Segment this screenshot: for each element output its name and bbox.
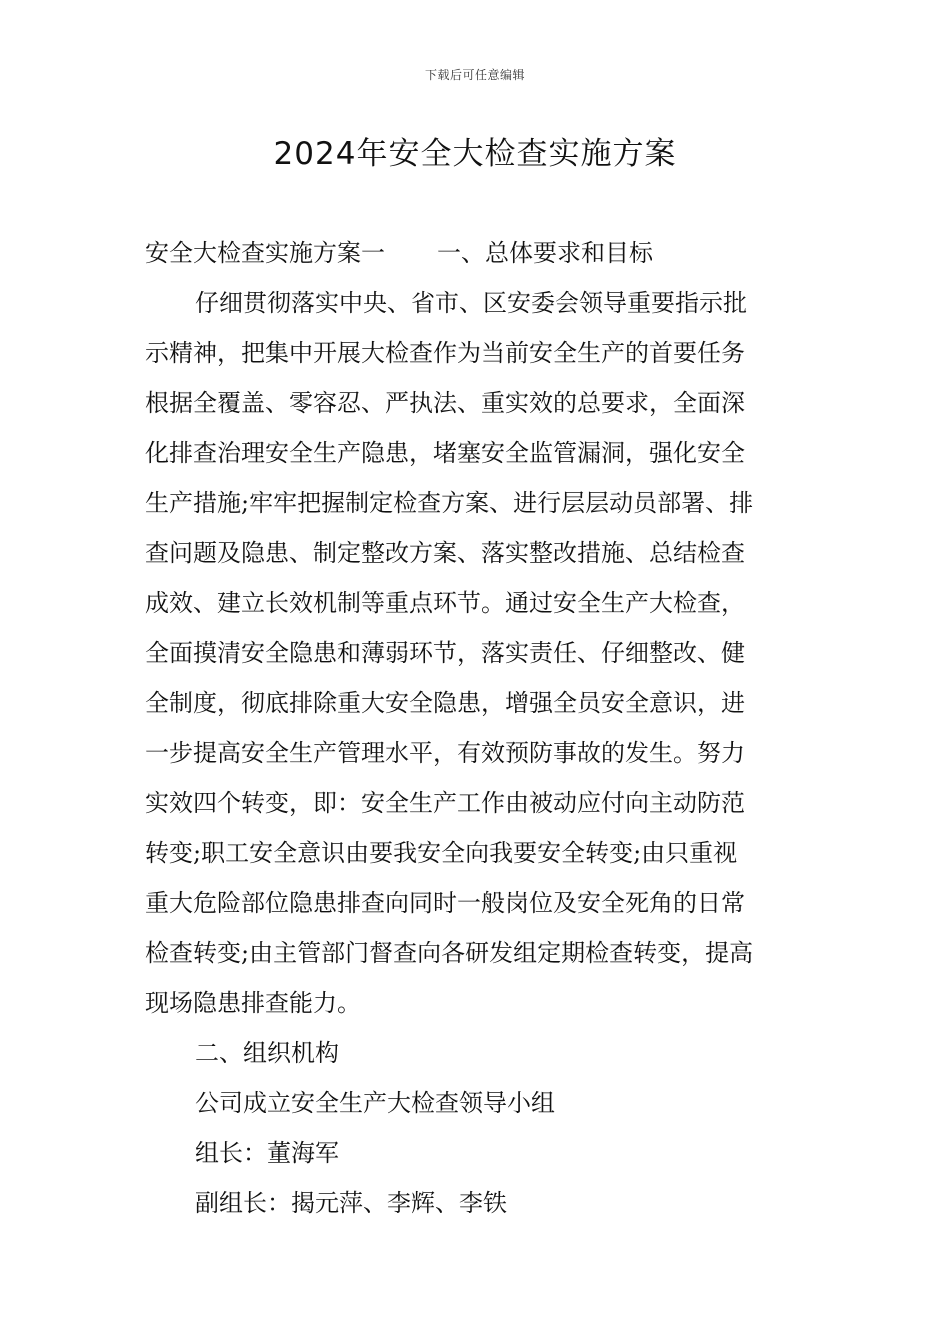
group-leader-line: 组长：董海军 (195, 1139, 339, 1167)
paragraph-line: 化排查治理安全生产隐患，堵塞安全监管漏洞，强化安全 (145, 439, 745, 467)
section-heading-2: 二、组织机构 (195, 1039, 339, 1067)
paragraph-line: 成效、建立长效机制等重点环节。通过安全生产大检查， (145, 589, 745, 617)
paragraph-line: 检查转变;由主管部门督查向各研发组定期检查转变，提高 (145, 939, 754, 967)
paragraph-line: 仔细贯彻落实中央、省市、区安委会领导重要指示批 (195, 289, 747, 317)
paragraph-line: 生产措施;牢牢把握制定检查方案、进行层层动员部署、排 (145, 489, 754, 517)
paragraph-line: 一步提高安全生产管理水平，有效预防事故的发生。努力 (145, 739, 745, 767)
doc-label: 安全大检查实施方案一 (145, 239, 385, 267)
paragraph-line: 实效四个转变，即：安全生产工作由被动应付向主动防范 (145, 789, 745, 817)
paragraph-line: 全制度，彻底排除重大安全隐患，增强全员安全意识，进 (145, 689, 745, 717)
paragraph-line: 查问题及隐患、制定整改方案、落实整改措施、总结检查 (145, 539, 745, 567)
section-2 (145, 1028, 810, 1228)
paragraph-line: 示精神，把集中开展大检查作为当前安全生产的首要任务 (145, 339, 745, 367)
leadership-group-line: 公司成立安全生产大检查领导小组 (195, 1089, 555, 1117)
deputy-leader-line: 副组长：揭元萍、李辉、李铁 (195, 1189, 507, 1217)
header-note: 下载后可任意编辑 (424, 68, 525, 82)
paragraph-line: 重大危险部位隐患排查向同时一般岗位及安全死角的日常 (145, 889, 745, 917)
paragraph-line: 转变;职工安全意识由要我安全向我要安全转变;由只重视 (145, 839, 738, 867)
section-heading-1: 一、总体要求和目标 (437, 239, 653, 267)
paragraph-line: 根据全覆盖、零容忍、严执法、重实效的总要求，全面深 (145, 389, 745, 417)
intro-line (145, 228, 810, 278)
paragraph-line: 现场隐患排查能力。 (145, 989, 361, 1017)
document-title: 2024年安全大检查实施方案 (273, 136, 677, 172)
paragraph-line: 全面摸清安全隐患和薄弱环节，落实责任、仔细整改、健 (145, 639, 745, 667)
paragraph-1 (145, 278, 810, 1028)
document-body (145, 228, 810, 1228)
